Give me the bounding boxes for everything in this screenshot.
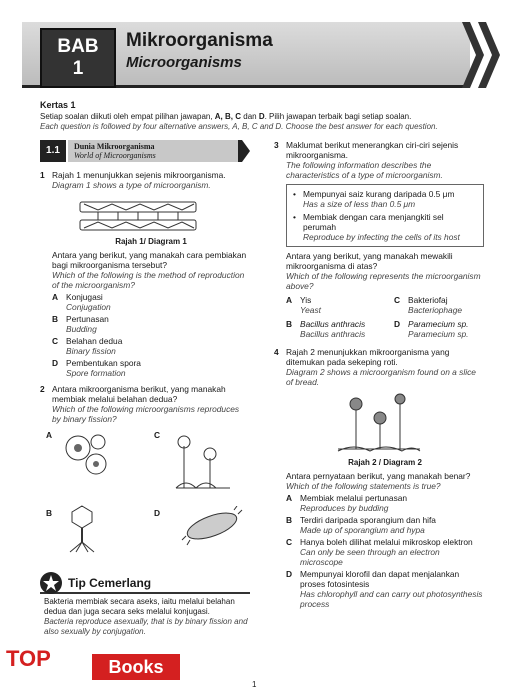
paper-label: Kertas 1: [40, 100, 76, 110]
option-letter: C: [154, 430, 161, 440]
right-column: [274, 140, 484, 613]
option-d: [286, 569, 484, 609]
instructions-ms: [40, 112, 480, 122]
bullet-text-ms: Membiak dengan cara menjangkiti sel perumah: [303, 212, 444, 232]
option-text-en: Conjugation: [66, 302, 111, 312]
option-text-ms: Belahan dedua: [66, 336, 123, 346]
diagram-caption: Rajah 2 / Diagram 2: [348, 458, 422, 467]
option-text-ms: Hanya boleh dilihat melalui mikroskop elektron: [300, 537, 473, 547]
tip-title: Tip Cemerlang: [68, 576, 152, 590]
option-text-en: Budding: [66, 324, 97, 334]
question-stem-en: Which of the following microorganisms reproduces by binary fission?: [52, 404, 240, 424]
option-text-ms: Yis: [300, 295, 312, 305]
instructions-en: Each question is followed by four alternative answers, A, B, C and D. Choose the best answer for each question.: [40, 122, 438, 131]
instr-letters: A, B, C: [214, 112, 242, 121]
option-text-ms: Bacillus anthracis: [300, 319, 366, 329]
option-text-en: Bacteriophage: [408, 305, 463, 315]
option-a: [286, 493, 484, 513]
option-letter: C: [286, 537, 293, 547]
instr-text: dan: [241, 112, 259, 121]
info-box: [286, 184, 484, 247]
option-a: [52, 292, 250, 312]
option-text-en: Can only be seen through an electron microscope: [300, 547, 440, 567]
instr-letter-d: D: [258, 112, 265, 121]
option-b: [286, 515, 484, 535]
question-number: 1: [40, 170, 45, 180]
bread-mould-diagram: [334, 393, 424, 455]
divider: [40, 592, 250, 594]
chapter-number-box: [40, 28, 116, 88]
instr-text: Setiap soalan diikuti oleh empat pilihan jawapan,: [40, 112, 215, 121]
option-text-en: Made up of sporangium and hypa: [300, 525, 425, 535]
question-ask-ms: Antara yang berikut, yang manakah cara pembiakan bagi mikroorganisma tersebut?: [52, 250, 247, 270]
bullet-icon: •: [293, 189, 296, 199]
tip-text-ms: Bakteria membiak secara aseks, iaitu melalui belahan dedua dan juga secara seks melalui konjugasi.: [44, 597, 235, 616]
option-letter: B: [52, 314, 59, 324]
option-text-ms: Mempunyai klorofil dan dapat menjalankan proses fotosintesis: [300, 569, 460, 589]
chapter-subtitle: Microorganisms: [126, 54, 242, 71]
question-stem-en: Diagram 2 shows a microorganism found on a slice of bread.: [286, 367, 476, 387]
option-letter: A: [46, 430, 53, 440]
question-stem-ms: Antara mikroorganisma berikut, yang manakah membiak melalui belahan dedua?: [52, 384, 226, 404]
option-text-en: Paramecium sp.: [408, 329, 469, 339]
option-b: [286, 319, 390, 339]
option-b: [52, 314, 250, 334]
chevron-icon: [478, 22, 500, 88]
bullet-text-en: Reproduce by infecting the cells of its host: [303, 232, 460, 242]
option-text-en: Yeast: [300, 305, 321, 315]
diagram-caption: Rajah 1/ Diagram 1: [115, 237, 187, 246]
question-1: [40, 170, 250, 378]
option-letter: A: [286, 493, 293, 503]
bacteriophage-diagram: [62, 504, 102, 554]
option-text-ms: Bakteriofaj: [408, 295, 448, 305]
page-number: 1: [252, 680, 257, 689]
question-stem-en: Diagram 1 shows a type of microorganism.: [52, 180, 211, 190]
option-c: [52, 336, 250, 356]
option-text-en: Binary fission: [66, 346, 116, 356]
tip-text-en: Bacteria reproduce asexually, that is by binary fission and also sexually by conjugation.: [44, 617, 248, 636]
chapter-header: [22, 14, 502, 90]
option-text-en: Bacillus anthracis: [300, 329, 366, 339]
spirogyra-diagram: [78, 198, 198, 234]
option-text-ms: Membiak melalui pertunasan: [300, 493, 408, 503]
paramecium-diagram: [180, 506, 244, 546]
option-text-ms: Paramecium sp.: [408, 319, 469, 329]
instr-text: . Pilih jawapan terbaik bagi setiap soalan.: [264, 112, 412, 121]
arrow-icon: [238, 140, 250, 162]
left-column: [40, 140, 250, 556]
option-letter: B: [46, 508, 53, 518]
section-title-bar: [68, 140, 240, 162]
option-a: [286, 295, 386, 315]
option-letter: D: [394, 319, 401, 329]
option-text-en: Spore formation: [66, 368, 126, 378]
question-stem-ms: Rajah 2 menunjukkan mikroorganisma yang ditemukan pada sekeping roti.: [286, 347, 450, 367]
q2-options-grid: [40, 428, 250, 556]
question-ask-en: Which of the following is the method of reproduction of the microorganism?: [52, 270, 245, 290]
question-4: [274, 347, 484, 609]
question-stem-ms: Rajah 1 menunjukkan sejenis mikroorganisma.: [52, 170, 226, 180]
option-letter: C: [394, 295, 401, 305]
chapter-title: Mikroorganisma: [126, 30, 273, 51]
option-letter: B: [286, 319, 293, 329]
logo-books-text: Books: [92, 654, 180, 680]
topbooks-logo: [0, 640, 210, 680]
logo-top-text: TOP: [6, 646, 51, 671]
bab-number: 1: [72, 58, 84, 79]
question-3: [274, 140, 484, 341]
option-text-ms: Konjugasi: [66, 292, 103, 302]
question-2: [40, 384, 250, 424]
option-text-ms: Terdiri daripada sporangium dan hifa: [300, 515, 436, 525]
instructions: [40, 112, 480, 132]
question-ask-ms: Antara yang berikut, yang manakah mewakili mikroorganisma di atas?: [286, 251, 453, 271]
section-header: [40, 140, 250, 162]
section-number: 1.1: [40, 140, 66, 162]
option-c: [286, 537, 484, 567]
section-title-ms: Dunia Mikroorganisma: [74, 142, 155, 151]
bullet-item: [293, 189, 477, 209]
bab-word: BAB: [57, 36, 99, 57]
option-letter: B: [286, 515, 293, 525]
option-text-ms: Pembentukan spora: [66, 358, 141, 368]
option-d: [394, 319, 494, 339]
question-number: 3: [274, 140, 279, 150]
question-number: 2: [40, 384, 45, 394]
mould-diagram: [166, 432, 236, 492]
option-letter: D: [154, 508, 161, 518]
option-letter: D: [52, 358, 59, 368]
q3-options: [286, 293, 484, 341]
bullet-text-ms: Mempunyai saiz kurang daripada 0.5 μm: [303, 189, 455, 199]
question-number: 4: [274, 347, 279, 357]
tip-box: [40, 576, 250, 637]
option-text-en: Reproduces by budding: [300, 503, 389, 513]
bullet-text-en: Has a size of less than 0.5 μm: [303, 199, 416, 209]
option-letter: A: [286, 295, 293, 305]
question-ask-en: Which of the following statements is true?: [286, 481, 441, 491]
option-text-en: Has chlorophyll and can carry out photosynthesis process: [300, 589, 483, 609]
bullet-item: [293, 212, 477, 242]
question-stem-en: The following information describes the characteristics of a type of microorganism.: [286, 160, 443, 180]
question-ask-en: Which of the following represents the microorganism above?: [286, 271, 481, 291]
section-title-en: World of Microorganisms: [74, 151, 156, 160]
option-c: [394, 295, 494, 315]
option-d: [52, 358, 250, 378]
star-icon: [40, 572, 62, 594]
option-text-ms: Pertunasan: [66, 314, 109, 324]
bullet-icon: •: [293, 212, 296, 222]
option-letter: C: [52, 336, 59, 346]
question-ask-ms: Antara pernyataan berikut, yang manakah benar?: [286, 471, 471, 481]
yeast-diagram: [60, 432, 120, 482]
option-letter: A: [52, 292, 59, 302]
option-letter: D: [286, 569, 293, 579]
question-stem-ms: Maklumat berikut menerangkan ciri-ciri sejenis mikroorganisma.: [286, 140, 459, 160]
